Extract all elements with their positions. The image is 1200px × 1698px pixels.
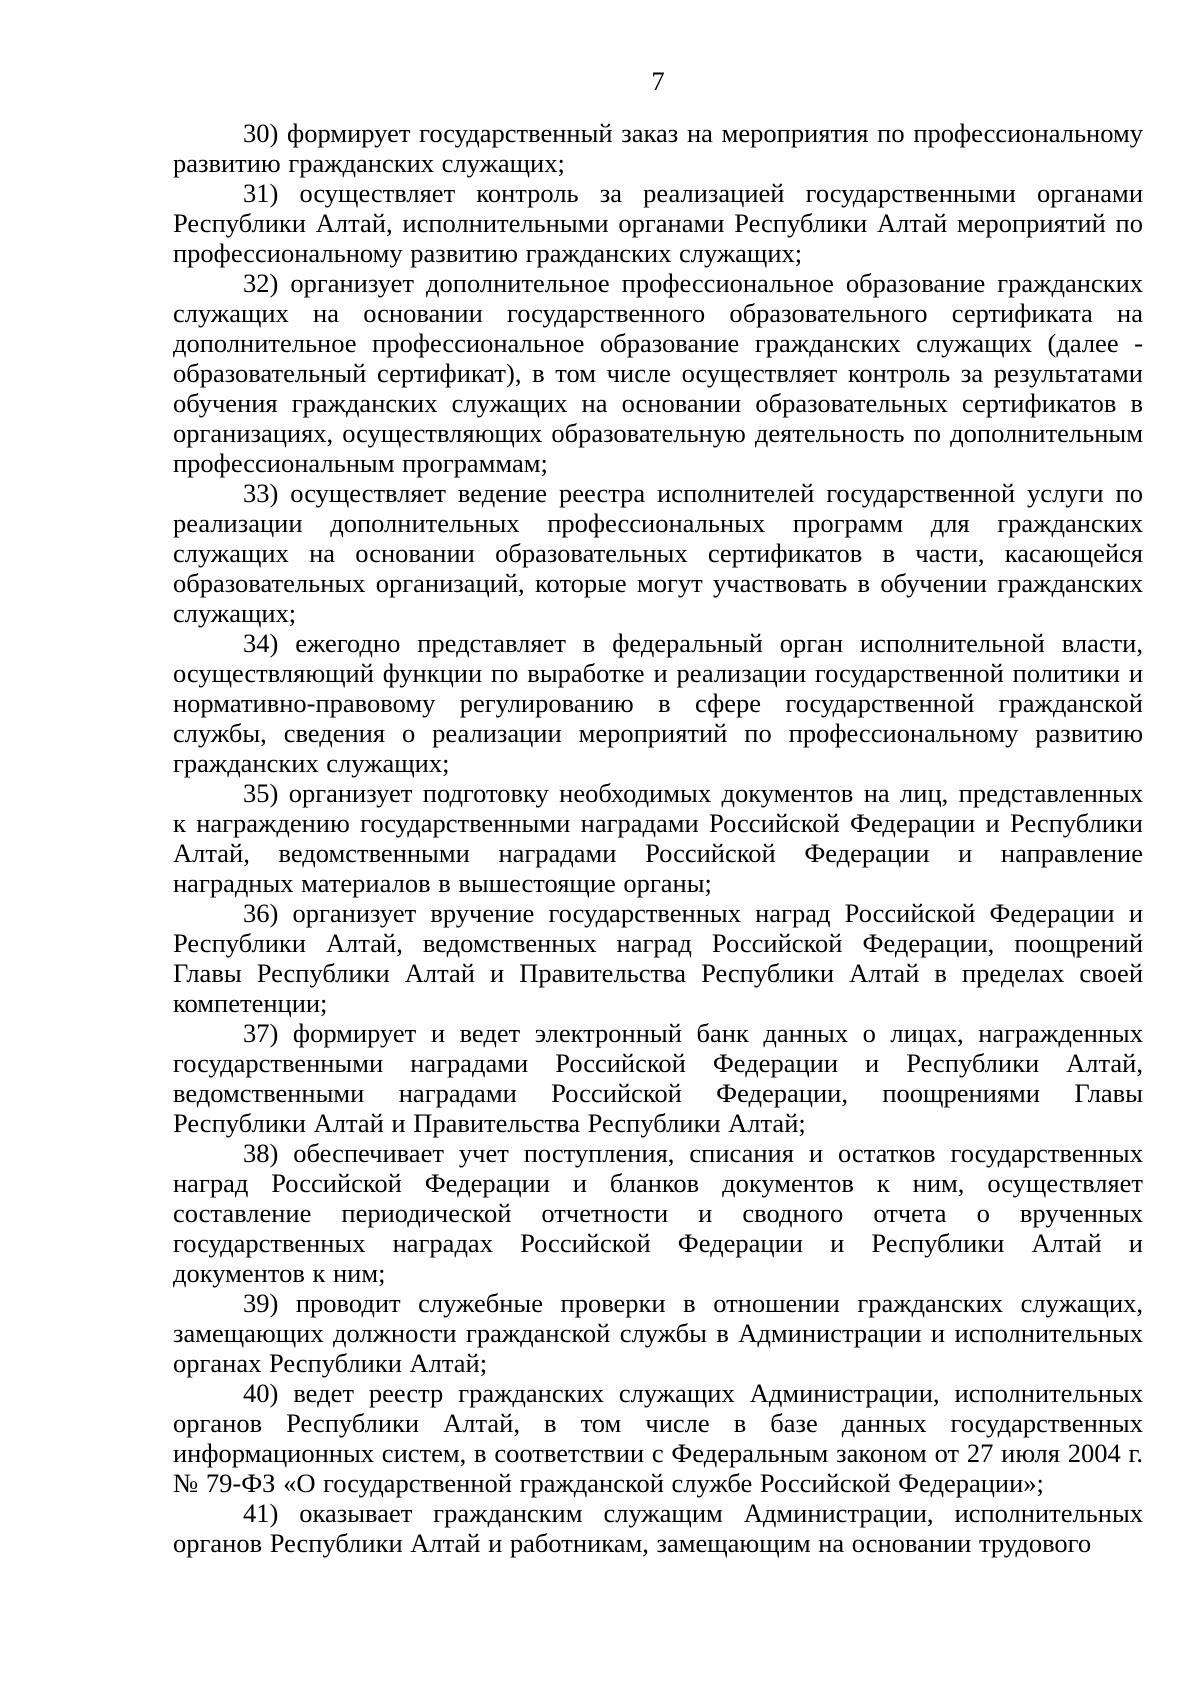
paragraph-33: 33) осуществляет ведение реестра исполнителей государственной услуги по реализации дополнительных профессиональных программ для гражданских служащих на основании образовательных сертификатов в части, касающейся образовательных организаций, которые могут участвовать в обучении гражданских служащих;: [173, 478, 1143, 628]
document-body: [173, 118, 1143, 1558]
paragraph-39: 39) проводит служебные проверки в отношении гражданских служащих, замещающих должности гражданской службы в Администрации и исполнительных органах Республики Алтай;: [173, 1288, 1143, 1378]
paragraph-41: 41) оказывает гражданским служащим Администрации, исполнительных органов Республики Алтай и работникам, замещающим на основании трудового: [173, 1498, 1143, 1558]
paragraph-38: 38) обеспечивает учет поступления, списания и остатков государственных наград Российской Федерации и бланков документов к ним, осуществляет составление периодической отчетности и сводного отчета о врученных государственных наградах Российской Федерации и Республики Алтай и документов к ним;: [173, 1138, 1143, 1288]
paragraph-37: 37) формирует и ведет электронный банк данных о лицах, награжденных государственными наградами Российской Федерации и Республики Алтай, ведомственными наградами Российской Федерации, поощрениями Главы Республики Алтай и Правительства Республики Алтай;: [173, 1018, 1143, 1138]
paragraph-32: 32) организует дополнительное профессиональное образование гражданских служащих на основании государственного образовательного сертификата на дополнительное профессиональное образование гражданских служащих (далее - образовательный сертификат), в том числе осуществляет контроль за результатами обучения гражданских служащих на основании образовательных сертификатов в организациях, осуществляющих образовательную деятельность по дополнительным профессиональным программам;: [173, 268, 1143, 478]
paragraph-36: 36) организует вручение государственных наград Российской Федерации и Республики Алтай, ведомственных наград Российской Федерации, поощрений Главы Республики Алтай и Правительства Республики Алтай в пределах своей компетенции;: [173, 898, 1143, 1018]
paragraph-31: 31) осуществляет контроль за реализацией государственными органами Республики Алтай, исполнительными органами Республики Алтай мероприятий по профессиональному развитию гражданских служащих;: [173, 178, 1143, 268]
text-column: [173, 66, 1143, 1558]
paragraph-30: 30) формирует государственный заказ на мероприятия по профессиональному развитию гражданских служащих;: [173, 118, 1143, 178]
paragraph-35: 35) организует подготовку необходимых документов на лиц, представленных к награждению государственными наградами Российской Федерации и Республики Алтай, ведомственными наградами Российской Федерации и направление наградных материалов в вышестоящие органы;: [173, 778, 1143, 898]
paragraph-40: 40) ведет реестр гражданских служащих Администрации, исполнительных органов Республики Алтай, в том числе в базе данных государственных информационных систем, в соответствии с Федеральным законом от 27 июля 2004 г. № 79-ФЗ «О государственной гражданской службе Российской Федерации»;: [173, 1378, 1143, 1498]
page-number: 7: [651, 66, 665, 96]
paragraph-34: 34) ежегодно представляет в федеральный орган исполнительной власти, осуществляющий функции по выработке и реализации государственной политики и нормативно-правовому регулированию в сфере государственной гражданской службы, сведения о реализации мероприятий по профессиональному развитию гражданских служащих;: [173, 628, 1143, 778]
